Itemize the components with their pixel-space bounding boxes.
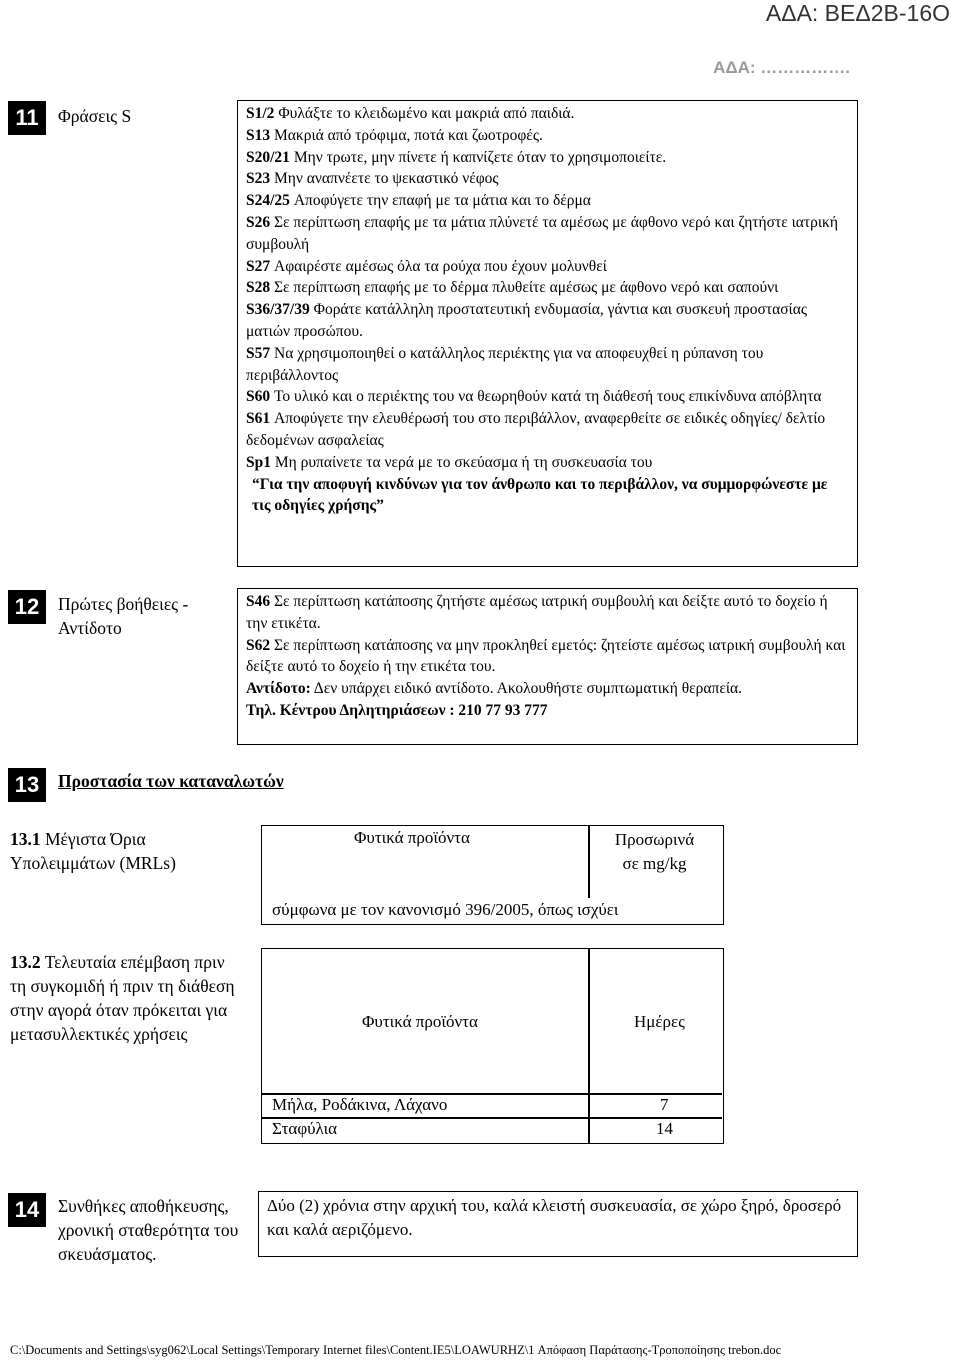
phrase-text: Μακριά από τρόφιμα, ποτά και ζωοτροφές.	[270, 126, 543, 144]
phrase-line	[246, 256, 849, 278]
section-14-label: Συνθήκες αποθήκευσης, χρονική σταθερότητα του σκευάσματος.	[58, 1196, 239, 1264]
section-13-title: Προστασία των καταναλωτών	[58, 771, 284, 791]
footer-file-path: C:\Documents and Settings\syg062\Local Settings\Temporary Internet files\Content.IE5\LOAWURHZ\1 Απόφαση Παράτασης-Τροποποίησης trebon.doc	[10, 1343, 782, 1357]
section-11-closing: “Για την αποφυγή κινδύνων για τον άνθρωπο και το περιβάλλον, να συμμορφώνεστε με τις οδηγίες χρήσης”	[252, 475, 828, 515]
phrase-text: Μη ρυπαίνετε τα νερά με το σκεύασμα ή τη συσκευασία του	[271, 453, 653, 471]
phrase-code: S36/37/39	[246, 301, 310, 319]
section-11-content	[237, 100, 858, 567]
mrl-table	[261, 825, 724, 925]
phrase-line	[246, 212, 849, 256]
section-11-label: Φράσεις S	[58, 106, 132, 126]
section-14-number: 14	[8, 1193, 46, 1227]
phrase-line	[246, 343, 849, 387]
phrase-text: Σε περίπτωση κατάποσης ζητήστε αμέσως ιατρική συμβουλή και δείξτε αυτό το δοχείο ή την ετικέτα.	[246, 593, 828, 632]
phrase-code: S24/25	[246, 192, 290, 210]
phrase-text: Να χρησιμοποιηθεί ο κατάλληλος περιέκτης για να αποφευχθεί η ρύπανση του περιβάλλοντος	[246, 344, 764, 384]
phrase-code: S62	[246, 636, 271, 654]
first-aid-list	[246, 591, 849, 722]
phi-col-days: Ημέρες	[634, 1012, 685, 1031]
phi-row-1-days: 7	[660, 1095, 669, 1114]
section-11-number: 11	[8, 101, 46, 135]
phrase-line	[246, 452, 849, 474]
phrase-text: Δεν υπάρχει ειδικό αντίδοτο. Ακολουθήστε συμπτωματική θεραπεία.	[310, 680, 743, 698]
phrase-code: Αντίδοτο:	[246, 680, 311, 698]
phrase-code: S57	[246, 344, 271, 362]
phrase-code: Sp1	[246, 453, 271, 471]
section-13-1-number: 13.1	[10, 829, 41, 849]
phrase-code: S28	[246, 279, 271, 297]
phrase-line	[246, 700, 849, 722]
phrase-text: Σε περίπτωση κατάποσης να μην προκληθεί εμετός: ζητείστε αμέσως ιατρική συμβουλή και δείξτε αυτό το δοχείο ή την ετικέτα του.	[246, 636, 846, 676]
phrase-code: S20/21	[246, 148, 290, 166]
phrase-line	[246, 678, 849, 700]
phrase-code: S61	[246, 410, 271, 428]
section-12-label: Πρώτες βοήθειες - Αντίδοτο	[58, 594, 189, 638]
phrase-code: Τηλ. Κέντρου Δηλητηριάσεων : 210 77 93 777	[246, 701, 548, 719]
phrase-code: S1/2	[246, 105, 275, 122]
phrase-line	[246, 125, 849, 147]
phrase-code: S46	[246, 593, 271, 610]
phrase-text: Το υλικό και ο περιέκτης του να θεωρηθούν κατά τη διάθεσή τους επικίνδυνα απόβλητα	[270, 388, 822, 406]
section-13-1-label	[10, 827, 210, 875]
phi-table	[261, 948, 724, 1144]
phrase-line	[246, 299, 849, 343]
phrase-text: Μην αναπνέετε το ψεκαστικό νέφος	[270, 170, 499, 188]
phrase-line	[246, 277, 849, 299]
section-13-2-label	[10, 950, 240, 1046]
phrase-line	[246, 168, 849, 190]
phrase-text: Φυλάξτε το κλειδωμένο και μακριά από παιδιά.	[274, 105, 575, 122]
phrase-code: S27	[246, 257, 271, 275]
phrase-line	[246, 408, 849, 452]
phi-row-2-product: Σταφύλια	[272, 1119, 338, 1138]
mrl-col-products: Φυτικά προϊόντα	[354, 828, 470, 847]
section-14-content: Δύο (2) χρόνια στην αρχική του, καλά κλειστή συσκευασία, σε χώρο ξηρό, δροσερό και καλά αεριζόμενο.	[258, 1191, 858, 1257]
phrase-line	[246, 591, 849, 635]
phrase-text: Φοράτε κατάλληλη προστατευτική ενδυμασία, γάντια και συσκευή προστασίας ματιών προσώπου.	[246, 301, 807, 340]
section-13-2-number: 13.2	[10, 952, 41, 972]
section-12-number: 12	[8, 590, 46, 624]
phrase-code: S13	[246, 126, 271, 144]
section-12-content	[237, 588, 858, 745]
phrase-code: S60	[246, 388, 271, 406]
ada-subheader: ΑΔΑ: …………….	[713, 58, 850, 77]
phrase-line	[246, 386, 849, 408]
s-phrases-list	[246, 103, 849, 474]
section-13-1-text: Μέγιστα Όρια Υπολειμμάτων (MRLs)	[10, 829, 176, 873]
phrase-text: Σε περίπτωση επαφής με τα μάτια πλύνετέ τα αμέσως με άφθονο νερό και ζητήστε ιατρική συμβουλή	[246, 213, 838, 253]
mrl-note: σύμφωνα με τον κανονισμό 396/2005, όπως ισχύει	[272, 900, 619, 919]
phrase-line	[246, 190, 849, 212]
phrase-text: Μην τρωτε, μην πίνετε ή καπνίζετε όταν το χρησιμοποιείτε.	[289, 148, 667, 166]
phrase-line	[246, 635, 849, 679]
mrl-col-limits: Προσωρινά σε mg/kg	[614, 830, 695, 873]
section-13-number: 13	[8, 768, 46, 802]
phrase-text: Σε περίπτωση επαφής με το δέρμα πλυθείτε αμέσως με άφθονο νερό και σαπούνι	[270, 279, 779, 297]
phi-row-2-days: 14	[656, 1119, 673, 1138]
phrase-line	[246, 147, 849, 169]
phrase-text: Αποφύγετε την ελευθέρωσή του στο περιβάλλον, αναφερθείτε σε ειδικές οδηγίες/ δελτίο δεδομένων ασφαλείας	[246, 410, 826, 449]
phrase-text: Αποφύγετε την επαφή με τα μάτια και το δέρμα	[289, 192, 591, 210]
section-13-2-text: Τελευταία επέμβαση πριν τη συγκομιδή ή πριν τη διάθεση στην αγορά όταν πρόκειται για μετασυλλεκτικές χρήσεις	[10, 952, 235, 1044]
phrase-code: S26	[246, 213, 271, 231]
ada-header: ΑΔΑ: ΒΕΔ2Β-16Ο	[765, 0, 950, 26]
phrase-code: S23	[246, 170, 271, 188]
phrase-line	[246, 103, 849, 125]
phi-row-1-product: Μήλα, Ροδάκινα, Λάχανο	[272, 1095, 448, 1114]
phi-col-products: Φυτικά προϊόντα	[362, 1012, 478, 1031]
phrase-text: Αφαιρέστε αμέσως όλα τα ρούχα που έχουν μολυνθεί	[270, 257, 607, 275]
